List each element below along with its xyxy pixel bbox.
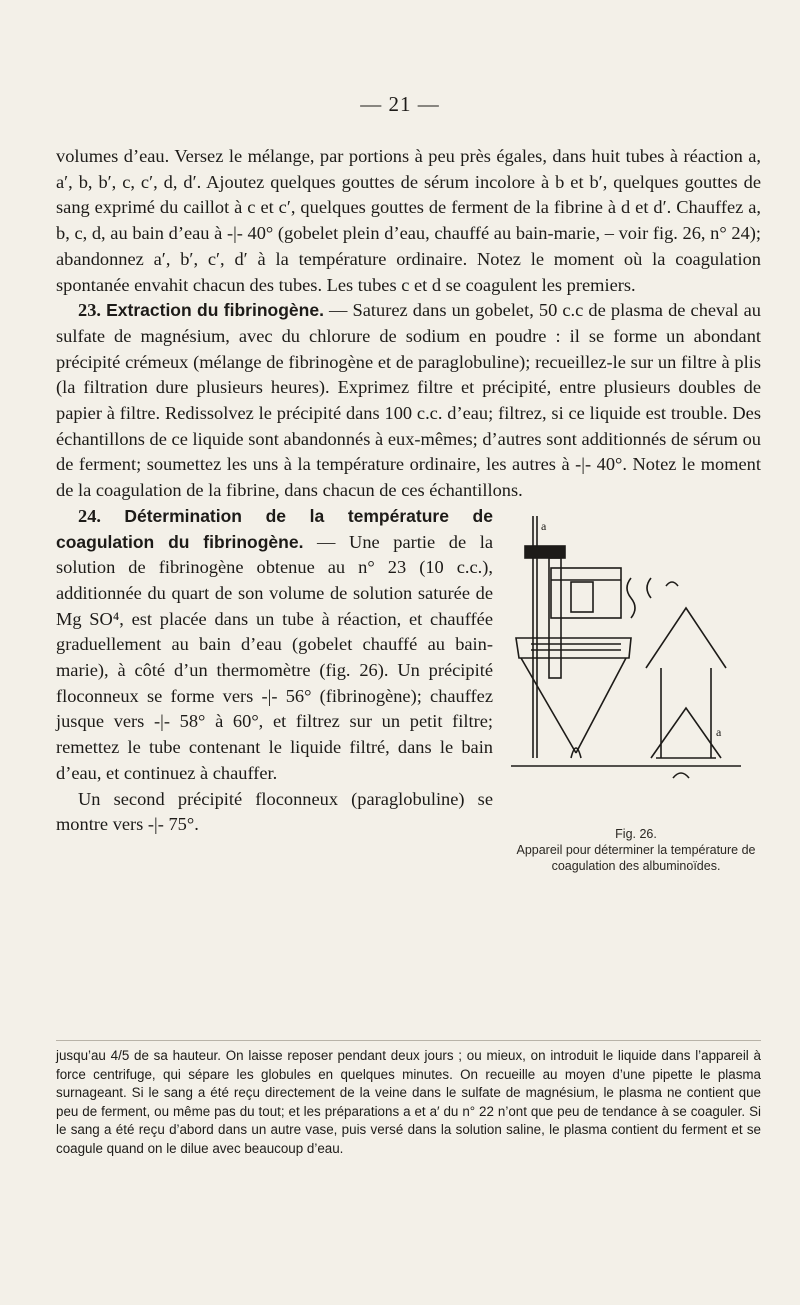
figure-caption: [511, 826, 761, 874]
footnote: jusqu’au 4/5 de sa hauteur. On laisse reposer pendant deux jours ; ou mieux, on introduit le liquide dans l’appareil à force centrifuge, qui sépare les globules en quelques minutes. On recueille au moyen d’une pipette le plasma surnageant. Si le sang a été reçu directement de la veine dans le sulfate de magnésium, le plasma ne contient que peu de ferment, ou même pas du tout; et les préparations a et a′ du n° 22 n’ont que peu de tendance à se coaguler. Si le sang a été reçu d’abord dans un autre vase, puis versé dans la solution saline, le plasma contient du ferment et se coagule quand on le dilue avec beaucoup d’eau.: [56, 1040, 761, 1158]
section-24-number: 24.: [78, 505, 101, 526]
figure-description: Appareil pour déterminer la température de coagulation des albuminoïdes.: [516, 842, 756, 873]
section-23-title: Extraction du fibrinogène.: [106, 300, 324, 321]
figure-number: Fig. 26.: [615, 826, 657, 841]
paragraph-continuation: volumes d’eau. Versez le mélange, par portions à peu près égales, dans huit tubes à réaction a, a′, b, b′, c, c′, d, d′. Ajoutez quelques gouttes de sérum incolore à b et b′, quelques gouttes de sang exprimé du caillot à c et c′, quelques gouttes de ferment de la fibrine à d et d′. Chauffez a, b, c, d, au bain d’eau à -|- 40° (gobelet plein d’eau, chauffé au bain-marie, – voir fig. 26, n° 24); abandonnez a′, b′, c′, d′ à la température ordinaire. Notez le moment où la coagulation spontanée envahit chacun des tubes. Les tubes c et d se coagulent les premiers.: [56, 146, 761, 295]
coagulation-apparatus-illustration: [511, 508, 761, 828]
section-24-title: Détermination de la température de coagulation du fibrinogène.: [56, 505, 493, 552]
section-24-body: — Une partie de la solution de fibrinogène obtenue au n° 23 (10 c.c.), additionnée du quart de son volume de solution saturée de Mg SO⁴, est placée dans un tube à réaction, et chauffée graduellement au bain d’eau (gobelet chauffé au bain-marie), à côté d’un thermomètre (fig. 26). Un précipité floconneux se forme vers -|- 56° (fibrinogène); chauffez jusque vers -|- 58° à 60°, et filtrez sur un petit filtre; remettez le tube contenant le liquide filtré, dans le bain d’eau, et continuez à chauffer.: [56, 531, 493, 783]
figure-26: [511, 508, 761, 898]
section-23-body: — Saturez dans un gobelet, 50 c.c de plasma de cheval au sulfate de magnésium, avec du chlorure de sodium en poudre : il se forme un abondant précipité crémeux (mélange de fibrinogène et de paraglobuline); recueillez-le sur un filtre à plis (la filtration dure plusieurs heures). Exprimez filtre et précipité, entre plusieurs doubles de papier à filtre. Redissolvez le précipité dans 100 c.c. d’eau; filtrez, si ce liquide est trouble. Des échantillons de ce liquide sont abandonnés à eux-mêmes; d’autres sont additionnés de sérum ou de ferment; soumettez les uns à la température ordinaire, les autres à -|- 40°. Notez le moment de la coagulation de la fibrine, dans chacun de ces échantillons.: [56, 300, 761, 501]
svg-text:a: a: [716, 724, 722, 739]
section-23: [56, 298, 761, 504]
main-text-column: [56, 144, 761, 904]
page-number: — 21 —: [360, 92, 440, 116]
section-23-number: 23.: [78, 300, 101, 321]
paragraph-paraglobuline: Un second précipité floconneux (paraglobuline) se montre vers -|- 75°.: [56, 788, 493, 835]
svg-text:a: a: [541, 518, 547, 533]
